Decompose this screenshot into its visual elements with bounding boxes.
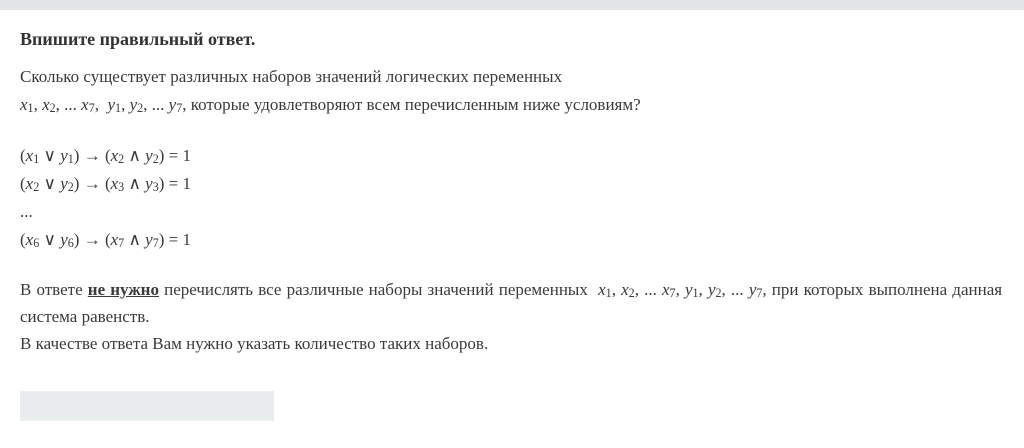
note-middle: перечислять все различные наборы значений переменных [158, 280, 599, 299]
prompt-heading: Впишите правильный ответ. [20, 29, 256, 49]
answer-input[interactable] [20, 391, 274, 421]
question-variables: $x_1$, $x_2$, ... $x_7$, $y_1$, $y_2$, ... $y_7$, [20, 95, 187, 116]
question-line2-rest: которые удовлетворяют всем перечисленным ниже условиям? [186, 95, 641, 114]
closing-text: В качестве ответа Вам нужно указать количество таких наборов. [20, 334, 489, 353]
note-prefix: В ответе [20, 280, 88, 299]
task-content [0, 27, 1024, 421]
note-text [20, 276, 1002, 330]
question-line1: Сколько существует различных наборов значений логических переменных [20, 67, 563, 86]
equation-2: ($x_2$ ∨ $y_2) \to (x_3$ ∧ $y_3) = 1$ [20, 174, 191, 195]
question-text [20, 63, 1002, 119]
equation-system [20, 142, 1002, 254]
equation-ellipsis: ... [20, 202, 33, 221]
note-emphasis: не нужно [87, 280, 159, 299]
equation-3: ($x_6$ ∨ $y_6) \to (x_7$ ∧ $y_7) = 1$ [20, 230, 191, 251]
equation-1: ($x_1$ ∨ $y_1) \to (x_2$ ∧ $y_2) = 1$ [20, 146, 191, 167]
top-bar [0, 0, 1024, 10]
note-variables: $x_1$, $x_2$, ... $x_7$, $y_1$, $y_2$, ... $y_7$, [598, 280, 767, 301]
note-suffix: при которых выполнена данная система равенств. [20, 280, 1003, 326]
